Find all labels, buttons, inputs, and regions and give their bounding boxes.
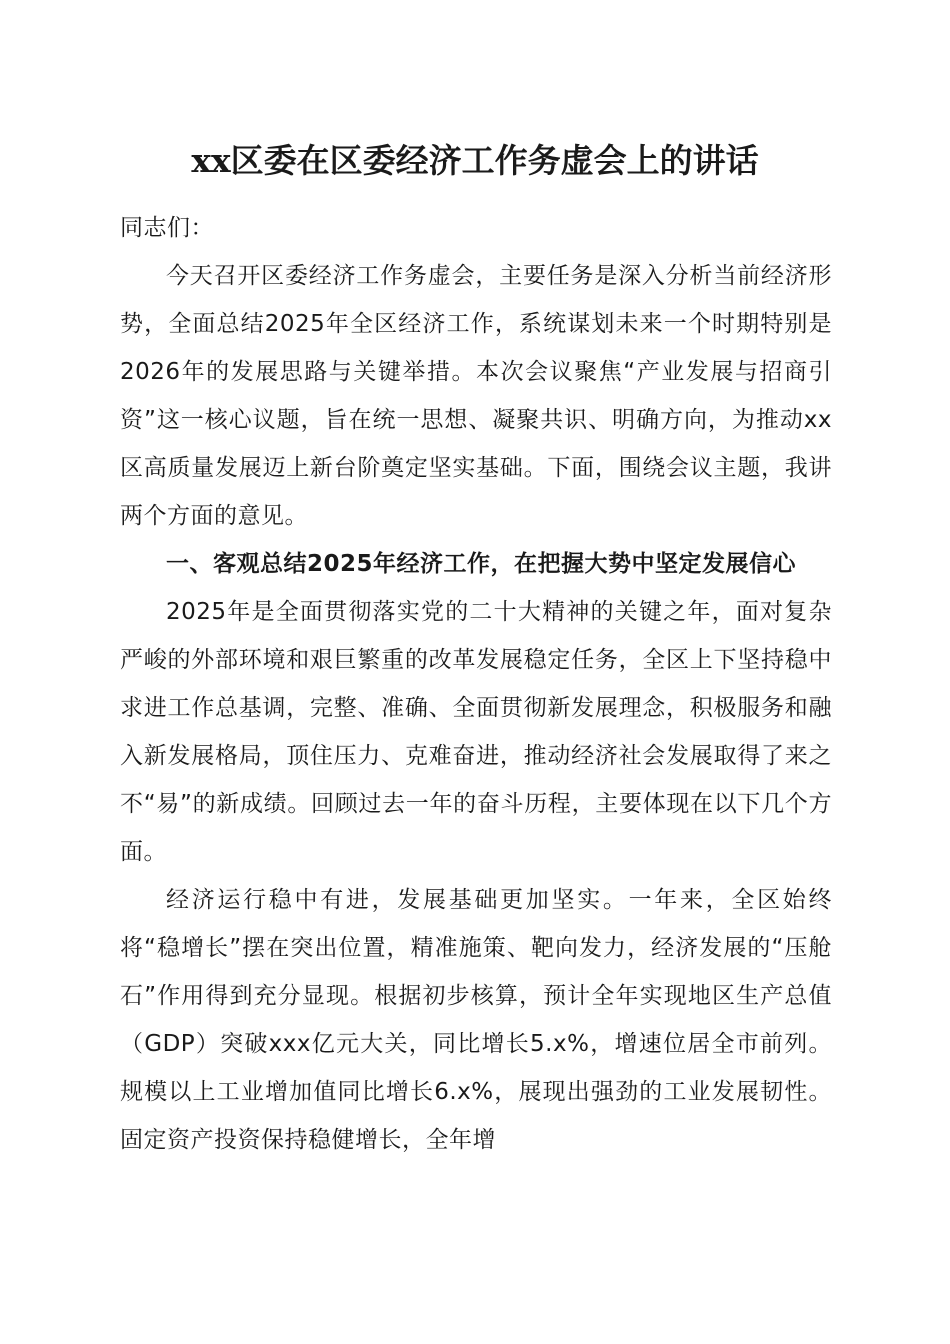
document-body [120,204,832,1164]
section-paragraph-1: 2025年是全面贯彻落实党的二十大精神的关键之年，面对复杂严峻的外部环境和艰巨繁重的改革发展稳定任务，全区上下坚持稳中求进工作总基调，完整、准确、全面贯彻新发展理念，积极服务和融入新发展格局，顶住压力、克难奋进，推动经济社会发展取得了来之不“易”的新成绩。回顾过去一年的奋斗历程，主要体现在以下几个方面。 [120,599,832,865]
section-paragraph-2: 经济运行稳中有进，发展基础更加坚实。一年来，全区始终将“稳增长”摆在突出位置，精准施策、靶向发力，经济发展的“压舱石”作用得到充分显现。根据初步核算，预计全年实现地区生产总值（GDP）突破xxx亿元大关，同比增长5.x%，增速位居全市前列。规模以上工业增加值同比增长6.x%，展现出强劲的工业发展韧性。固定资产投资保持稳健增长，全年增 [120,887,832,1153]
intro-paragraph: 今天召开区委经济工作务虚会，主要任务是深入分析当前经济形势，全面总结2025年全区经济工作，系统谋划未来一个时期特别是2026年的发展思路与关键举措。本次会议聚焦“产业发展与招商引资”这一核心议题，旨在统一思想、凝聚共识、明确方向，为推动xx区高质量发展迈上新台阶奠定坚实基础。下面，围绕会议主题，我讲两个方面的意见。 [120,263,832,529]
document-title: xx区委在区委经济工作务虚会上的讲话 [191,141,759,180]
salutation: 同志们： [120,215,214,241]
section-heading: 一、客观总结2025年经济工作，在把握大势中坚定发展信心 [166,551,797,577]
